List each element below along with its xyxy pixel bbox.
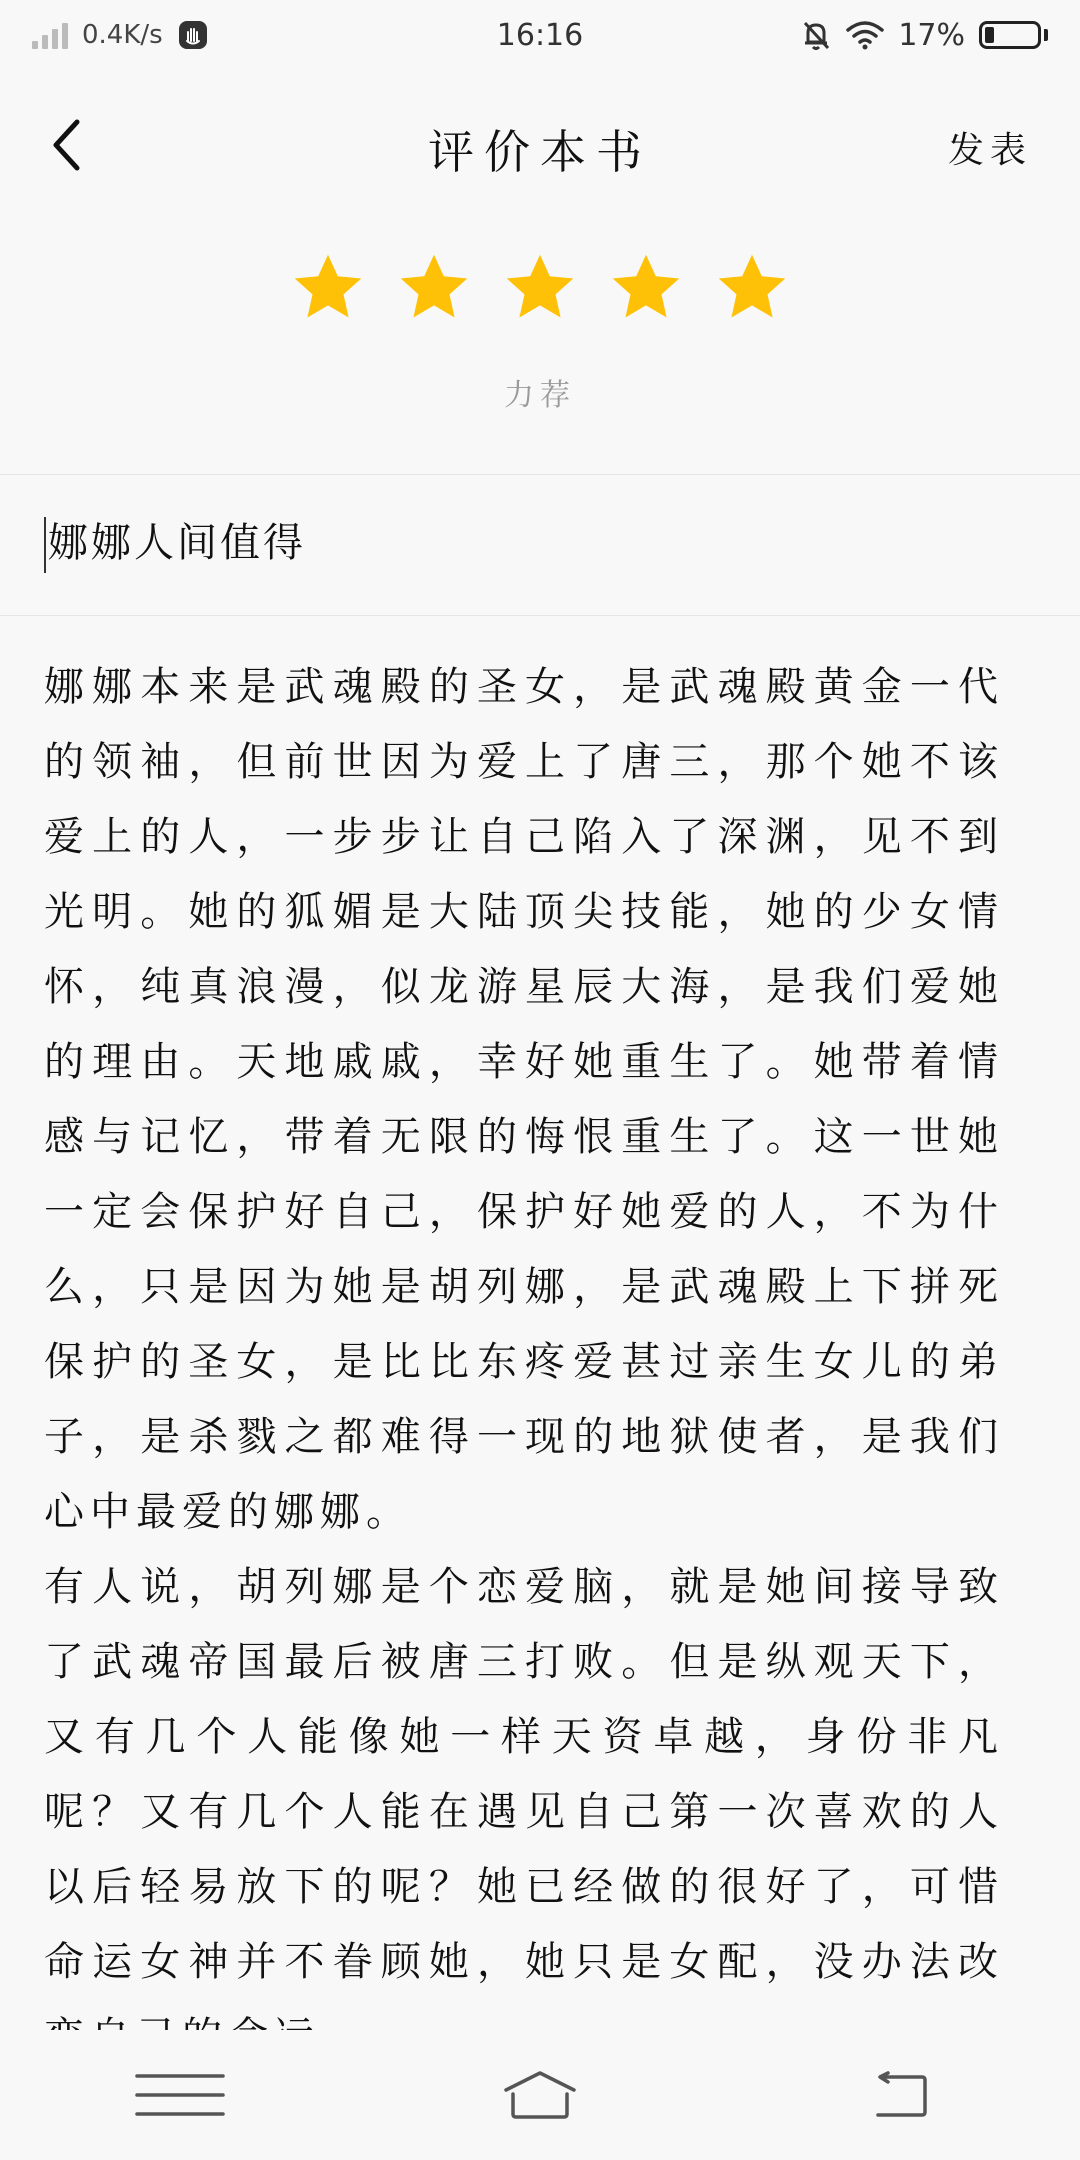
rating-section bbox=[0, 250, 1080, 470]
back-arrow-icon bbox=[872, 2072, 928, 2118]
star-icon[interactable] bbox=[502, 250, 578, 326]
wifi-icon bbox=[846, 20, 884, 50]
star-icon[interactable] bbox=[290, 250, 366, 326]
rating-label: 力荐 bbox=[504, 378, 576, 413]
status-bar bbox=[0, 0, 1080, 70]
text-caret bbox=[44, 517, 46, 573]
star-icon[interactable] bbox=[396, 250, 472, 326]
hand-icon bbox=[177, 19, 209, 51]
system-nav-bar bbox=[0, 2030, 1080, 2160]
mute-bell-icon bbox=[800, 18, 832, 52]
signal-icon bbox=[32, 21, 68, 49]
page-title: 评价本书 bbox=[428, 125, 652, 179]
menu-button[interactable] bbox=[120, 2050, 240, 2140]
review-paragraph: 有人说，胡列娜是个恋爱脑，就是她间接导致了武魂帝国最后被唐三打败。但是纵观天下，又有几个人能像她一样天资卓越，身份非凡呢？又有几个人能在遇见自己第一次喜欢的人以后轻易放下的呢？她已经做的很好了，可惜命运女神并不眷顾她，她只是女配，没办法改 bbox=[44, 1564, 1004, 1985]
home-icon bbox=[503, 2070, 577, 2120]
divider bbox=[0, 615, 1080, 616]
battery-icon bbox=[979, 21, 1048, 49]
home-button[interactable] bbox=[480, 2050, 600, 2140]
header bbox=[0, 70, 1080, 220]
review-title-input[interactable] bbox=[0, 475, 1080, 615]
battery-percent: 17% bbox=[898, 17, 965, 53]
status-right bbox=[800, 18, 1048, 53]
network-speed: 0.4K/s bbox=[82, 20, 163, 50]
star-icon[interactable] bbox=[608, 250, 684, 326]
publish-button[interactable]: 发表 bbox=[947, 130, 1032, 171]
review-paragraph: 娜娜本来是武魂殿的圣女，是武魂殿黄金一代的领袖，但前世因为爱上了唐三，那个她不该爱上的人，一步步让自己陷入了深渊，见不到光明。她的狐媚是大陆顶尖技能，她的少女情怀，纯真浪漫，似龙游星辰大海，是我们爱她的理由。天地戚戚，幸好她重生了。她带着情感与记忆，带着无限的悔恨重生了。这一世她一定会保护好自己，保护好她爱的人，不为什么，只是因为她是胡列娜，是武魂殿上下拼死保护的圣女，是比比东疼爱甚过亲生女儿的弟子，是杀戮之都难得一现的地狱使者，是我们心中最爱的娜娜。 bbox=[44, 664, 1004, 1535]
menu-icon bbox=[135, 2073, 225, 2117]
star-rating[interactable] bbox=[0, 250, 1080, 326]
back-nav-button[interactable] bbox=[840, 2050, 960, 2140]
status-left bbox=[32, 19, 209, 51]
star-icon[interactable] bbox=[714, 250, 790, 326]
status-time: 16:16 bbox=[496, 17, 584, 53]
review-body-input[interactable] bbox=[44, 650, 1004, 2030]
review-title-value: 娜娜人间值得 bbox=[48, 520, 306, 566]
